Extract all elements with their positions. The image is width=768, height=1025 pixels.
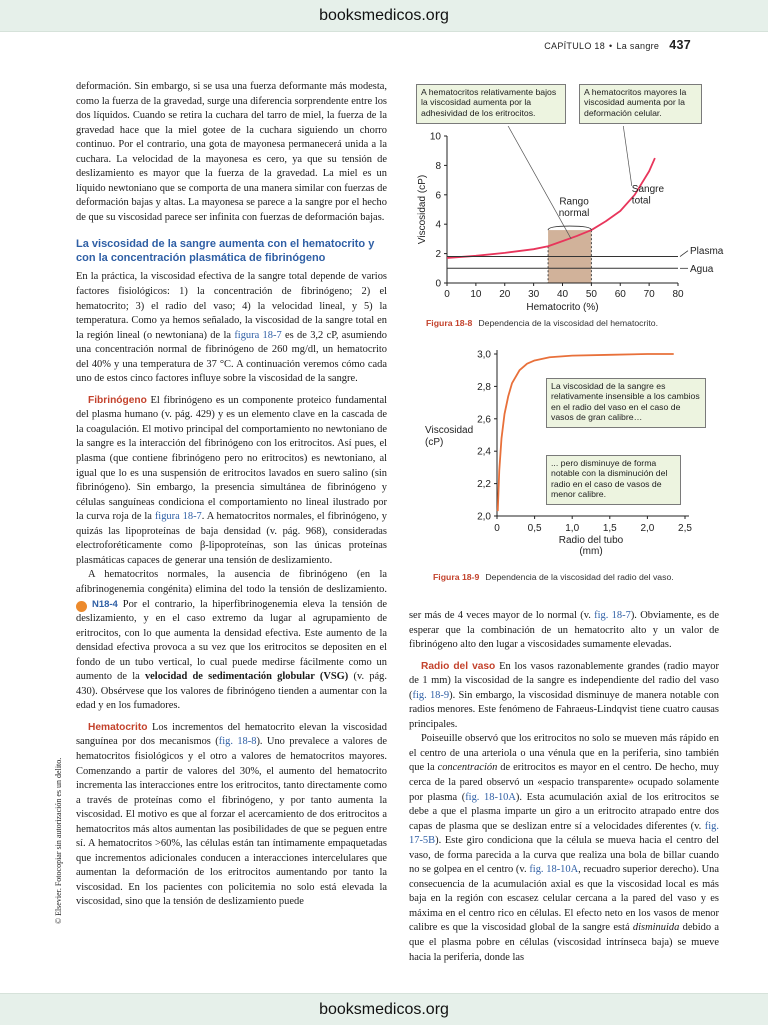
figure-caption-18-8: Figura 18-8 Dependencia de la viscosidad del hematocrito. bbox=[426, 318, 659, 328]
y-tick-label: 6 bbox=[435, 190, 441, 202]
paragraph: A hematocritos normales, la ausencia de fibrinógeno (en la afibrinogenemia congénita) elimina del todo la tensión de deslizamiento. N N18-4 Por el contrario, la hiperfibrinogenemia eleva la tensión de deslizamiento, y en el caso extremo da lugar al agrupamiento de eritrocitos, con lo que aumenta la densidad efectiva. Este aumento de la densidad efectiva provoca a su vez que los eritrocitos se depositen en el fondo de un tubo vertical, lo cual puede medirse fácilmente como un aumento de la velocidad de sedimentación globular (VSG) (v. pág. 430). Obsérvese que los valores de fibrinógeno tienden a aumentar con la edad y en los fumadores. bbox=[76, 569, 387, 712]
range-brace bbox=[548, 226, 591, 230]
x-tick-label: 50 bbox=[585, 289, 597, 300]
x-tick-label: 70 bbox=[643, 289, 655, 300]
right-column bbox=[409, 609, 719, 965]
paragraph: En la práctica, la viscosidad efectiva de la sangre total depende de varios factores fisiológicos: 1) la concentración de fibrinógeno; 2) el hematocrito; 3) el radio del vaso; 4) la velocidad lineal, y 5) la temperatura. Como ya hemos señalado, la viscosidad de la sangre total en la región lineal (o newtoniana) de la figura 18-7 es de 3,2 cP, asumiendo una concentración normal de fibrinógeno de 260 mg/dl, un hematocrito del 40% y una temperatura de 37 °C. A continuación veremos cómo cada uno de estos cinco factores influye sobre la viscosidad de la sangre. bbox=[76, 271, 388, 385]
x-tick-label: 1,5 bbox=[602, 523, 617, 534]
bold-term: velocidad de sedimentación globular (VSG) bbox=[144, 671, 349, 683]
y-tick-label: 2,8 bbox=[477, 381, 491, 393]
series-label-plasma: Plasma bbox=[690, 246, 724, 258]
x-axis-label: Hematocrito (%) bbox=[526, 302, 599, 313]
figure-link[interactable]: fig. 17-5B bbox=[409, 820, 719, 847]
x-tick-label: 80 bbox=[672, 289, 684, 300]
y-tick-label: 10 bbox=[429, 131, 441, 143]
series-label-agua: Agua bbox=[690, 263, 714, 275]
callout-large-vessels: La viscosidad de la sangre es relativamente insensible a los cambios en el radio del vaso en el caso de vasos de gran calibre… bbox=[546, 378, 706, 428]
y-tick-label: 3,0 bbox=[477, 349, 491, 361]
section-heading: La viscosidad de la sangre aumenta con el hematocrito y con la concentración plasmática de fibrinógeno bbox=[76, 238, 375, 264]
running-head bbox=[544, 38, 691, 52]
x-tick-label: 20 bbox=[499, 289, 511, 300]
site-banner-bottom[interactable]: booksmedicos.org bbox=[0, 993, 768, 1025]
x-tick-label: 30 bbox=[528, 289, 540, 300]
y-tick-label: 2,4 bbox=[477, 446, 491, 458]
x-tick-label: 60 bbox=[614, 289, 626, 300]
figure-link[interactable]: fig. 18-10A bbox=[529, 864, 579, 876]
y-tick-label: 2,0 bbox=[477, 511, 491, 523]
paragraph: Fibrinógeno El fibrinógeno es un componente proteico fundamental del plasma humano (v. pág. 429) y es un elemento clave en la cascada de la coagulación. El motivo principal del comportamiento no newtoniano de la sangre es la interacción del fibrinógeno con los eritrocitos. Así pues, el plasma (que contiene fibrinógeno pero no eritrocitos) es newtoniano, al igual que lo es una suspensión de eritrocitos lavados en suero salino (sin fibrinógeno). Sin embargo, la presencia simultánea de fibrinógeno y células sanguíneas condiciona el comportamiento no lineal ilustrado por la curva roja de la figura 18-7. A hematocritos normales, el fibrinógeno, y quizás las lipoproteínas de baja densidad (v. pág. 968), consideradas electroforéticamente como β-lipoproteínas, son las únicas proteínas plasmáticas capaces de generar una tensión de deslizamiento. bbox=[76, 394, 387, 566]
y-axis-label: (cP) bbox=[425, 437, 444, 448]
figure-link[interactable]: fig. 18-10A bbox=[465, 791, 516, 803]
y-axis-label: Viscosidad bbox=[425, 425, 474, 436]
y-tick-label: 2,6 bbox=[477, 414, 491, 426]
x-axis-label: (mm) bbox=[579, 546, 603, 557]
figure-link[interactable]: fig. 18-8 bbox=[218, 736, 257, 748]
y-tick-label: 4 bbox=[435, 219, 441, 231]
figure-18-9 bbox=[405, 340, 725, 572]
plasma-pointer bbox=[680, 251, 688, 257]
figure-caption-18-9: Figura 18-9 Dependencia de la viscosidad del radio del vaso. bbox=[433, 572, 674, 582]
x-tick-label: 0 bbox=[444, 289, 450, 300]
callout-high-hematocrit: A hematocritos mayores la viscosidad aumenta por la deformación celular. bbox=[579, 84, 702, 124]
y-tick-label: 0 bbox=[435, 278, 441, 290]
callout-pointer-left bbox=[507, 126, 571, 239]
x-tick-label: 1,0 bbox=[565, 523, 580, 534]
paragraph: Hematocrito Los incrementos del hematocrito elevan la viscosidad sanguínea por dos mecanismos (fig. 18-8). Uno prevalece a valores de hematocritos fisiológicos y el otro a valores de hematocritos mayores. Comenzando a partir de valores del 30%, el aumento del hematocrito incrementa las interacciones entre los eritrocitos, tanto directamente como a través de proteínas como el fibrinógeno, y por tanto aumenta la viscosidad. El motivo es que al forzar el acercamiento de dos eritrocitos a hematocritos más altos aumentan las posibilidades de que se peguen entre sí. A hematocritos >60%, las células están tan íntimamente empaquetadas que incrementos adicionales conducen a interacciones intercelulares que aumentan la deformación de los eritrocitos aumentando por tanto la viscosidad. En los pacientes con policitemia no solo está elevada la viscosidad, sino que la tensión de deslizamiento puede bbox=[76, 721, 387, 908]
callout-low-hematocrit: A hematocritos relativamente bajos la viscosidad aumenta por la adhesividad de los eritrocitos. bbox=[416, 84, 566, 124]
runin-heading-hematocrito: Hematocrito bbox=[88, 721, 148, 733]
y-tick-label: 2,2 bbox=[477, 479, 491, 491]
x-tick-label: 2,0 bbox=[640, 523, 655, 534]
paragraph: Poiseuille observó que los eritrocitos no solo se mueven más rápido en el centro de una arteriola o una vénula que en la periferia, sino también que la concentración de eritrocitos es mayor en el centro. De hecho, muy cerca de la pared observó un «espacio transparente» ocupado solamente por plasma (fig. 18-10A). Esta acumulación axial de los eritrocitos se debe a que el plasma imparte un giro a un eritrocito atrapado entre dos capas de plasma que se deslizan entre sí a velocidades diferentes (v. fig. 17-5B). Este giro condiciona que la célula se mueva hacia el centro del vaso, de forma parecida a la curva que realiza una bola de billar cuando no se golpea en el centro (v. fig. 18-10A, recuadro superior derecho). Una consecuencia de la acumulación axial es que la viscosidad local es más baja en la región con escasez celular cercana a la pared del vaso y es máxima en el centro rico en células. El efecto neto en los vasos de menor calibre es que la viscosidad global de la sangre está disminuida debido a que el plasma pobre en células (viscosidad intrínseca baja) se mueve hacia la periferia, donde las bbox=[409, 733, 720, 963]
series-label-sangre-total: total bbox=[631, 195, 651, 207]
runin-heading-radio-del-vaso: Radio del vaso bbox=[421, 660, 496, 672]
left-column bbox=[76, 80, 387, 910]
copyright-side-note: © Elsevier. Fotocopiar sin autorización es un delito. bbox=[54, 757, 63, 924]
paragraph: ser más de 4 veces mayor de lo normal (v. fig. 18-7). Obviamente, es de esperar que la combinación de un hematocrito alto y un valor de fibrinógeno alto den lugar a viscosidades sumamente elevadas. bbox=[409, 610, 719, 651]
runin-heading-fibrinogeno: Fibrinógeno bbox=[88, 394, 147, 406]
series-label-sangre-total: Sangre bbox=[631, 183, 665, 195]
page-number: 437 bbox=[669, 38, 691, 52]
figure-link[interactable]: figura 18-7 bbox=[234, 329, 282, 341]
y-tick-label: 8 bbox=[435, 160, 441, 172]
section-label: La sangre bbox=[616, 41, 660, 51]
figure-link[interactable]: figura 18-7 bbox=[154, 511, 202, 523]
callout-pointer-right bbox=[623, 126, 632, 186]
figure-18-8 bbox=[405, 78, 725, 338]
figure-link[interactable]: fig. 18-9 bbox=[412, 689, 450, 701]
x-axis-label: Radio del tubo bbox=[558, 535, 624, 546]
paragraph: Radio del vaso En los vasos razonablemente grandes (radio mayor de 1 mm) la viscosidad de la sangre es independiente del radio del vaso (fig. 18-9). Sin embargo, la viscosidad disminuye de manera notable con radios menores. Este fenómeno de Fahraeus-Lindqvist tiene cuatro causas principales. bbox=[409, 660, 719, 730]
figure-link[interactable]: fig. 18-7 bbox=[594, 610, 631, 621]
note-badge-icon: N bbox=[76, 601, 87, 612]
separator-bullet: • bbox=[609, 41, 613, 51]
chapter-label: CAPÍTULO 18 bbox=[544, 41, 606, 51]
callout-small-vessels: ... pero disminuye de forma notable con la disminución del radio en el caso de vasos de menor calibre. bbox=[546, 455, 681, 505]
y-tick-label: 2 bbox=[435, 249, 441, 261]
paragraph: deformación. Sin embargo, si se usa una fuerza deformante más modesta, como la fuerza de la gravedad, surge una diferencia sorprendente entre los dos líquidos. Cuando se retira la cuchara del tarro de miel, la fuerza de la gravedad hace que la miel gotee de la cuchara siguiendo un chorro continuo. Por el contrario, una gota de mayonesa permanecerá unida a la cuchara. La velocidad de la mayonesa es cero, ya que su tensión de deslizamiento es mayor que la fuerza de la gravedad. La miel es un líquido newtoniano que se comporta de una manera similar con fuerzas de deformación bajas y altas. La mayonesa se parece a la sangre por el hecho de que su viscosidad parece ser infinita con fuerzas de deformación bajas. bbox=[76, 81, 387, 223]
site-banner-top[interactable]: booksmedicos.org bbox=[0, 0, 768, 32]
x-tick-label: 0 bbox=[494, 523, 500, 534]
range-label: Rango bbox=[559, 196, 589, 208]
x-tick-label: 2,5 bbox=[678, 523, 692, 534]
y-axis-label: Viscosidad (cP) bbox=[417, 174, 428, 245]
x-tick-label: 0,5 bbox=[527, 523, 542, 534]
x-tick-label: 40 bbox=[556, 289, 569, 300]
range-label: normal bbox=[558, 208, 590, 220]
x-tick-label: 10 bbox=[470, 289, 482, 300]
note-link[interactable]: N18-4 bbox=[91, 598, 118, 610]
